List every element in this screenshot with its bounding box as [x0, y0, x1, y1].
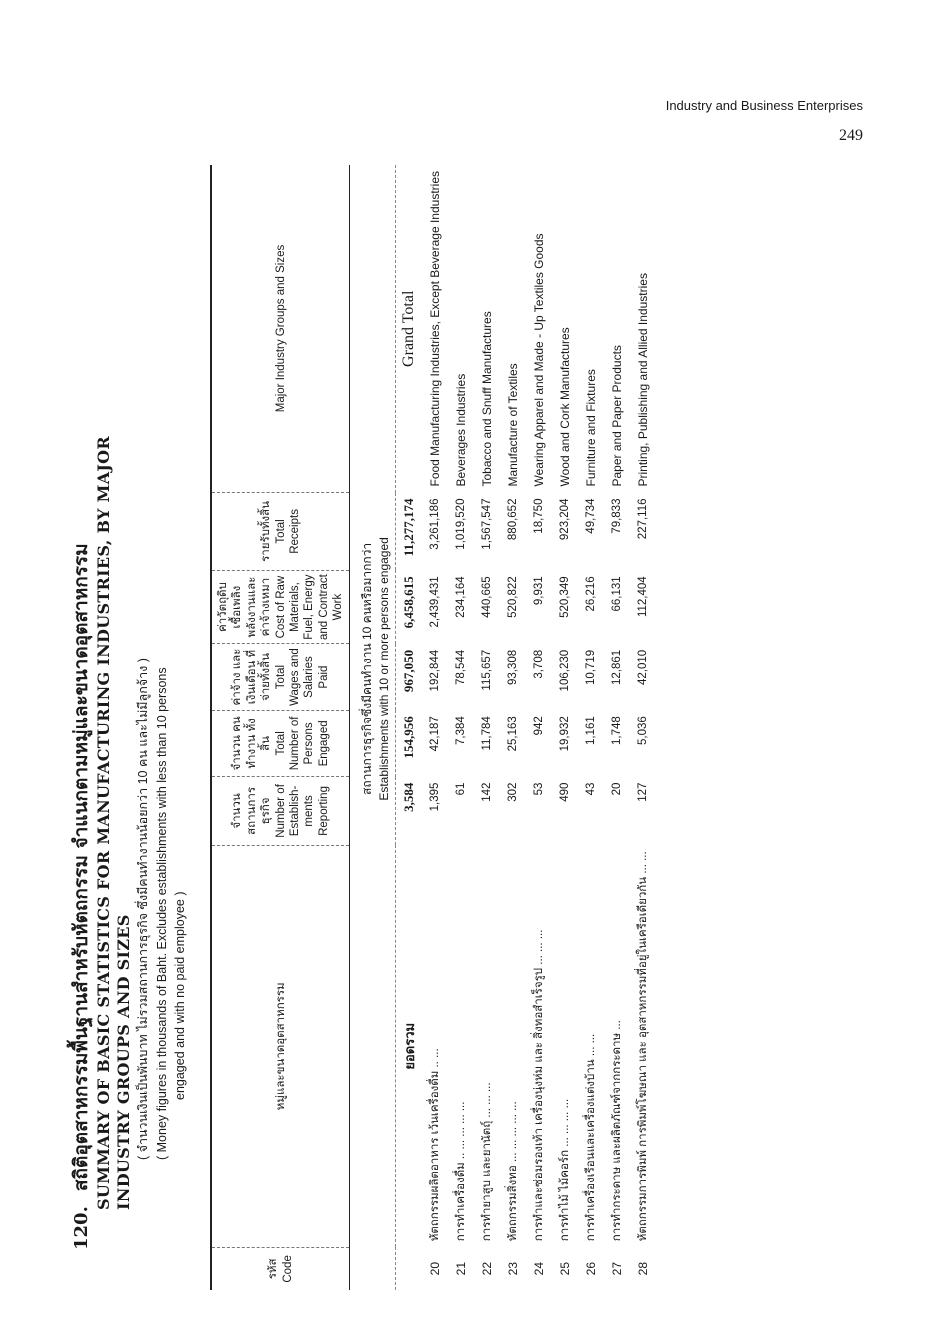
section-title: Industry and Business Enterprises	[665, 98, 863, 113]
header-receipts: รายรับทั้งสิ้น Total Receipts	[211, 493, 350, 571]
header-persons: จำนวน คนทำงาน ทั้งสิ้น Total Number of Persons Engaged	[211, 710, 350, 776]
note-english-1: ( Money figures in thousands of Baht. Excludes establishments with less than 10 persons	[154, 667, 169, 1160]
table-row: 22 การทำยาสูบ และยานัตถุ์ ... ... ... 142 11,784 115,657 440,665 1,567,547 Tobacco and Snuff Manufactures	[480, 311, 495, 1276]
table-row: 21 การทำเครื่องดื่ม .. ... ... ... ... 61 7,384 78,544 234,164 1,019,520 Beverages Industries	[454, 373, 469, 1276]
statistics-table	[210, 165, 656, 1290]
rotated-table-page	[60, 160, 880, 1290]
table-number: 120.	[71, 1206, 92, 1250]
table-row: 26 การทำเครื่องเรือนและเครื่องแต่งบ้าน ... ... 43 1,161 10,719 26,216 49,734 Furniture and Fixtures	[584, 369, 599, 1276]
header-group-thai: หมู่และขนาดอุตสาหกรรม	[211, 845, 350, 1247]
note-english-2: engaged and with no paid employee )	[173, 891, 188, 1100]
table-row: 20 หัตถกรรมผลิตอาหาร เว้นเครื่องดื่ม .. ... 1,395 42,187 192,844 2,439,431 3,261,186 Food Manufacturing Industries, Except Beverage Industries	[428, 171, 443, 1276]
table-row: 23 หัตถกรรมสิ่งทอ ... ... ... ... ... 302 25,163 93,308 520,822 880,652 Manufacture of Textiles	[506, 363, 521, 1276]
header-cost: ค่าวัตถุดิบ เชื้อเพลิง พลังงานและ ค่าจ้างเหมา Cost of Raw Materials, Fuel, Energy and Contract Work	[211, 570, 350, 644]
table-row: 27 การทำกระดาษ และผลิตภัณฑ์จากกระดาษ ... 20 1,748 12,861 66,131 79,833 Paper and Paper Products	[610, 345, 625, 1276]
header-code: รหัส Code	[211, 1247, 350, 1290]
header-establishments: จำนวน สถานการ ธุรกิจ Number of Establish- ments Reporting	[211, 777, 350, 846]
group-header-row	[350, 165, 396, 1290]
table-row: 25 การทำไม้ ไม้คอร์ก ... ... ... ... 490 19,932 106,230 520,349 923,204 Wood and Cork Manufactures	[558, 327, 573, 1276]
table-title-block	[70, 190, 190, 1250]
group-header-english: Establishments with 10 or more persons engaged	[377, 537, 392, 801]
group-header-thai: สถานการธุรกิจซึ่งมีคนทำงาน 10 คนหรือมากกว่า	[360, 542, 375, 795]
table-row: ยอดรวม 3,584 154,956 967,050 6,458,615 11,277,174 Grand Total	[400, 290, 418, 1070]
note-thai: ( จำนวนเงินเป็นพันบาท ไม่รวมสถานการธุรกิจ ซึ่งมีคนทำงานน้อยกว่า 10 คน และไม่มีลูกจ้าง )	[135, 658, 150, 1160]
title-english-2: INDUSTRY GROUPS AND SIZES	[113, 914, 133, 1210]
page-number: 249	[839, 127, 863, 144]
header-group-english: Major Industry Groups and Sizes	[211, 165, 350, 493]
table-row: 24 การทำและซ่อมรองเท้า เครื่องนุ่งห่ม และ สิ่งทอสำเร็จรูป ... ... ... 53 942 3,708 9,931 18,750 Wearing Apparel and Made - Up Textiles Goods	[532, 233, 547, 1276]
header-row	[211, 165, 350, 1290]
title-english-1: SUMMARY OF BASIC STATISTICS FOR MANUFACTURING INDUSTRIES, BY MAJOR	[93, 435, 113, 1210]
page-header	[666, 98, 863, 145]
table-row: 28 หัตถกรรมการพิมพ์ การพิมพ์โฆษณา และ อุตสาหกรรมที่อยู่ในเครือเดียวกัน ... ... 127 5,036 42,010 112,404 227,116 Printing, Publishing and Allied Industries	[636, 273, 651, 1276]
header-wages: ค่าจ้าง และเงินเดือน ที่จ่ายทั้งสิ้น Total Wages and Salaries Paid	[211, 644, 350, 710]
title-thai: สถิติอุตสาหกรรมพื้นฐานสำหรับหัตถกรรม จำแนกตามหมู่และขนาดอุตสาหกรรม	[70, 543, 92, 1192]
